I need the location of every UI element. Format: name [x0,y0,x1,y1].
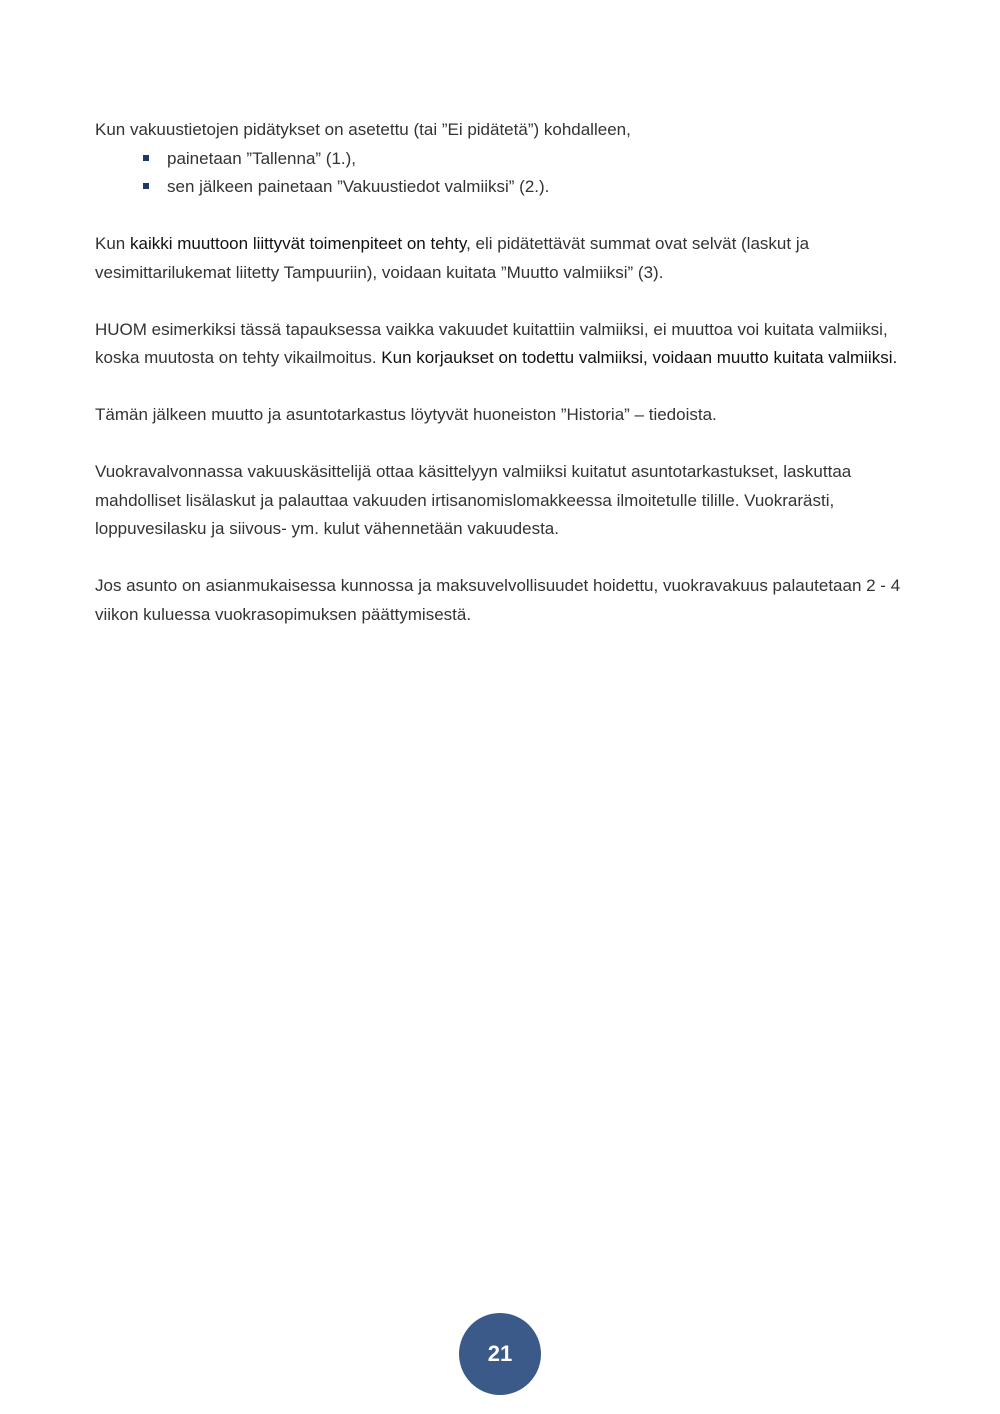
document-body [95,116,915,658]
list-item [95,173,915,202]
list-item-text: painetaan ”Tallenna” (1.), [167,148,357,168]
page-number-badge [459,1313,541,1395]
paragraph-text: HUOM esimerkiksi tässä tapauksessa vaikka vakuudet kuitattiin valmiiksi, ei muuttoa voi kuitata valmiiksi, koska muutosta on tehty vikailmoitus. [95,319,888,367]
list-item-text: sen jälkeen painetaan ”Vakuustiedot valmiiksi” (2.). [167,177,550,196]
paragraph-text: Kun [95,234,130,253]
list-item [95,145,915,174]
square-bullet-icon [143,183,149,189]
paragraph-huom [95,316,915,373]
paragraph-pidatykset [95,116,915,202]
paragraph-text: , eli pidätettävät summat ovat selvät (laskut ja vesimittarilukemat liitetty Tampuuriin), voidaan kuitata ”Muutto valmiiksi” (3). [95,234,810,282]
paragraph-text: Kun vakuustietojen pidätykset on asetettu (tai ”Ei pidätetä”) kohdalleen, [95,120,631,139]
paragraph-vuokravalvonta: Vuokravalvonnassa vakuuskäsittelijä ottaa käsittelyyn valmiiksi kuitatut asuntotarkastukset, laskuttaa mahdolliset lisälaskut ja palauttaa vakuuden irtisanomislomakkeessa ilmoitetulle tilille. Vuokrarästi, loppuvesilasku ja siivous- ym. kulut vähennetään vakuudesta. [95,462,852,538]
page-number: 21 [487,1341,513,1366]
square-bullet-icon [143,155,149,161]
paragraph-muutto-valmiiksi [95,230,915,287]
paragraph-spacer [95,202,915,231]
paragraph-historia: Tämän jälkeen muutto ja asuntotarkastus löytyvät huoneiston ”Historia” – tiedoista. [95,405,717,424]
paragraph-vuokravakuus: Jos asunto on asianmukaisessa kunnossa ja maksuvelvollisuudet hoidettu, vuokravakuus palautetaan 2 - 4 viikon kuluessa vuokrasopimuksen päättymisestä. [95,576,901,624]
emphasized-text: kaikki muuttoon liittyvät toimenpiteet on tehty [129,234,467,253]
bullet-list [95,145,915,202]
emphasized-text: Kun korjaukset on todettu valmiiksi, voidaan muutto kuitata valmiiksi. [381,348,898,367]
